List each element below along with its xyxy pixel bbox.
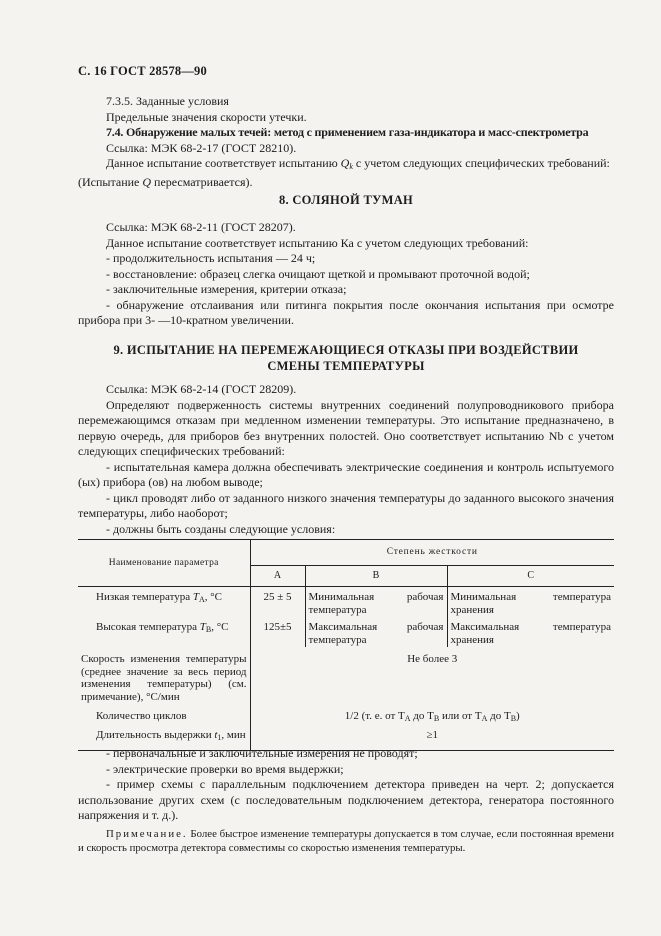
table-row (78, 587, 614, 618)
table-row (78, 704, 614, 727)
column-header-b: B (305, 565, 447, 587)
column-header-a: A (250, 565, 305, 587)
section-8-heading: 8. СОЛЯНОЙ ТУМАН (278, 193, 414, 207)
list-item: - восстановление: образец слегка очищают щеткой и промывают проточной водой; (106, 266, 530, 281)
row-label-cycles: Количество циклов (78, 704, 250, 727)
list-item: - испытательная камера должна обеспечивать электрические соединения и контроль испытуемого (ых) прибора (ов) на любом выводе; (78, 459, 614, 489)
list-item: - заключительные измерения, критерии отказа; (106, 282, 347, 296)
section-8-ref: Ссылка: МЭК 68-2-11 (ГОСТ 28207). (106, 220, 296, 234)
cell-low-temp-a: 25 ± 5 (250, 587, 305, 618)
row-label-high-temp: Высокая температура $T_B$, °C (78, 617, 250, 647)
row-label-rate: Скорость изменения температуры (среднее значение за весь период изменения температуры) (см. примечание), °С/мин (78, 647, 250, 704)
section-9-heading-line2: СМЕНЫ ТЕМПЕРАТУРЫ (267, 358, 425, 373)
section-8 (78, 193, 614, 209)
clause-7-4-title: 7.4. Обнаружение малых течей: метод с применением газа-индикатора и масс-спектрометра (106, 125, 589, 139)
list-item: - обнаружение отслаивания или питинга покрытия после окончания испытания при осмотре прибора при 3- —10-кратном увеличении. (78, 297, 614, 327)
clause-7-3-5-text: Предельные значения скорости утечки. (106, 109, 307, 124)
row-label-low-temp: Низкая температура $T_A$, °C (78, 587, 250, 618)
conditions-table-wrap (78, 539, 614, 751)
section-9-body (78, 382, 614, 537)
page-header: С. 16 ГОСТ 28578—90 (78, 64, 207, 78)
table-row (78, 647, 614, 704)
list-item: - электрические проверки во время выдержки; (106, 761, 344, 776)
clause-7-4-p2: (Испытание Q пересматривается). (78, 174, 253, 189)
list-item: - цикл проводят либо от заданного низкого значения температуры до заданного высокого значения температуры, либо наоборот; (78, 490, 614, 520)
section-7-3-5-7-4 (78, 94, 614, 190)
cell-low-temp-c: Минимальная температура хранения (450, 591, 611, 616)
after-table (78, 746, 614, 855)
clause-7-4-p1: Данное испытание соответствует испытанию $Q_k$ с учетом следующих специфических требований: (106, 156, 610, 171)
list-item: - должны быть созданы следующие условия: (106, 521, 336, 536)
cell-rate-value: Не более 3 (407, 653, 458, 665)
table-row (78, 617, 614, 647)
clause-7-3-5-title: 7.3.5. Заданные условия (106, 94, 229, 108)
section-8-intro: Данное испытание соответствует испытанию Ка с учетом следующих требований: (106, 235, 529, 250)
clause-7-4-ref: Ссылка: МЭК 68-2-17 (ГОСТ 28210). (106, 140, 297, 155)
cell-high-temp-a: 125±5 (250, 617, 305, 647)
note (78, 827, 614, 855)
conditions-table (78, 539, 614, 751)
cell-cycles-value: 1/2 (т. е. от $T_A$ до $T_B$ или от $T_A$ до $T_B$) (344, 710, 520, 723)
section-9-heading-block (78, 343, 614, 374)
section-9-ref: Ссылка: МЭК 68-2-14 (ГОСТ 28209). (106, 382, 297, 396)
cell-low-temp-b: Минимальная рабочая температура (305, 587, 447, 618)
list-item: - продолжительность испытания — 24 ч; (106, 251, 316, 265)
section-9-intro: Определяют подверженность системы внутренних соединений полупроводникового прибора перемежающимся отказам при медленном изменении температуры. Это испытание предназначено, в первую очередь, для приборов без внутренних полостей. Оно соответствует испытанию Nb с учетом следующих специфических требований: (78, 397, 614, 458)
note-text: Более быстрое изменение температуры допускается в том случае, если постоянная времени и скорость просмотра детектора совместимы со скоростью изменения температуры. (78, 827, 614, 854)
section-9-heading-line1: 9. ИСПЫТАНИЕ НА ПЕРЕМЕЖАЮЩИЕСЯ ОТКАЗЫ ПРИ ВОЗДЕЙСТВИИ (113, 343, 579, 357)
cell-high-temp-c: Максимальная температура хранения (450, 621, 611, 646)
column-header-parameter: Наименование параметра (78, 540, 250, 587)
column-header-c: C (527, 569, 535, 581)
list-item: - пример схемы с параллельным подключением детектора приведен на черт. 2; допускается использование других схем (с последовательным подключением детектора, генератора постоянного напряжения и т. д.). (78, 777, 614, 822)
cell-high-temp-b: Максимальная рабочая температура (305, 617, 447, 647)
note-label: Примечание. (106, 827, 188, 840)
list-item: - первоначальные и заключительные измерения не проводят; (106, 746, 418, 760)
row-label-dwell: Длительность выдержки $t_1$, мин (78, 727, 250, 751)
cell-dwell-value: ≥1 (426, 728, 439, 741)
column-header-severity: Степень жесткости (250, 540, 614, 566)
section-8-body (78, 220, 614, 329)
